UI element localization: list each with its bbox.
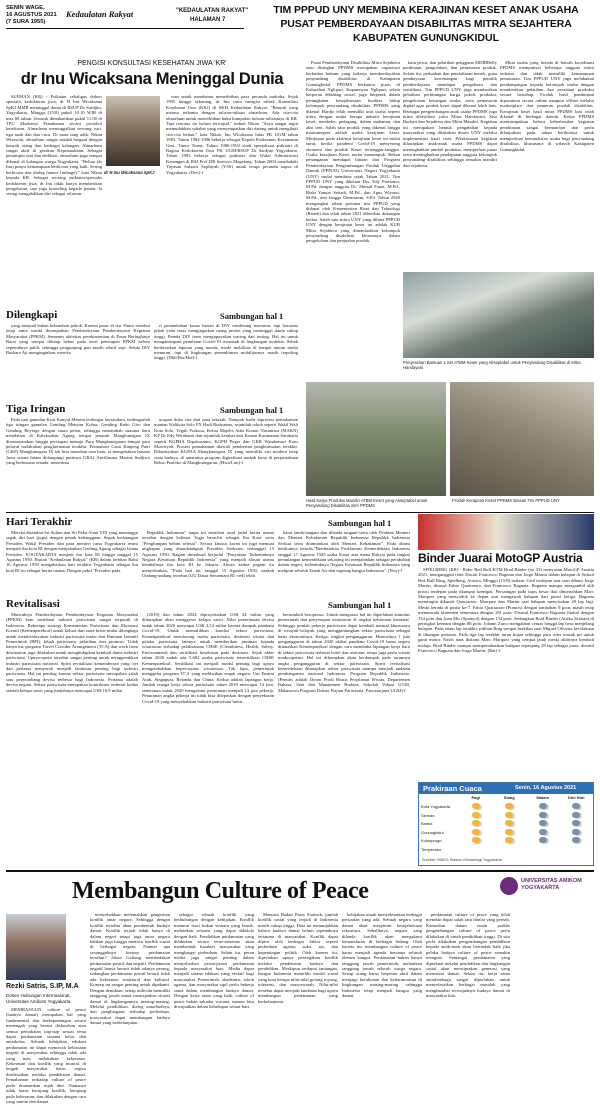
top-article-col-3 bbox=[500, 60, 594, 260]
obituary-col-2 bbox=[166, 94, 298, 298]
bottom-col-3 bbox=[174, 912, 254, 1047]
obituary-photo bbox=[106, 96, 160, 166]
dilengkapi-text-2: ri penambahan kasus harian di DIY cenderung menurun, tapi bersama pihak yaitu terus mengingatkan ruang pesien yang meninggal dunia cukup tinggi. Pemda DIY terus mengupayakan tracing dan testing. Hal itu untuk mengantisipasi penularan Covid-19 termasuk di lingkungan terdekat. Sebab berdasarkan laporan yang masuk, mode mobilitas di tempat umum mulai menurun, tapi di lingkungan permukiman mobilitasnya masih terpoling tinggi. (Dhil/Ria/Hra)-f bbox=[154, 323, 298, 361]
moon-cloud-icon bbox=[572, 803, 580, 809]
weather-region-label: Kulonprogo bbox=[421, 838, 442, 843]
sun-cloud-icon bbox=[472, 820, 480, 826]
sun-cloud-icon bbox=[505, 803, 513, 809]
caption-left: Hasil Karya Produksi Mandiri ATBM Keset yang Akseptabel untuk Penyandang Disabilitas oleh PPDMS bbox=[306, 498, 428, 508]
tiga-iringan-col-1 bbox=[6, 417, 150, 509]
bottom-col-4 bbox=[258, 912, 338, 1047]
revitalisasi-text-3: bertumbuh beroperasi. Untuk mengatasi hal ini diperlukan stimulus pemerintah dan penyerapan wisatawan di tingkat kebiasaan kemenaf. Sehingga jumlah pekerja pariwisata dapat kembali normal khususnya di wilayah-wilayah yang menggantungkan sektor pariwisata sebagai basis ekonominya. Ketiga, tingkat pengangguran. Munculnya 1 juta pengangguran di tahun 2020 akibat pandemi Covid-19 harus segera ditanaskan Kemenparekraf dengan cara membuka lapangan kerja baru di sektor pariwisata terbesar hotel dan restoran, tetapi juga perlu wisata nonkooperasi. Hal ini diharapkan akan berdampak pada turunnya angka pengangguran di sektor pariwisata. Spirit revitalisasi kemerdekaan diharapkan sektor pariwisata mampu menjadi andalan pembangunan nasional Indonesia. Program Republik Indonesia. (Penulis adalah Dosen Prodi Bisnis Perjalanan Wisata, Departemen Bahasa, Seni dan Manajemen Budaya, Sekolah Vokasi UGM, Mahasiswa Program Doktor Kajian Pariwisata, Pascasarjana UGM)-f bbox=[278, 612, 410, 693]
tiga-iringan-text-2: ucapan duka cita dari para takziah. Nampak hadir diprosesi pemakaman mantan Walikota Solo FX Hadi Rudyatmo, sejumlah tokoh seperti Wakil Wali Kota Solo, Teguh Prakosa, Ketua Majelis Adat Kraton Nusantara (MAKN) KP Dr Edy Wirabumi dan sejumlah kerabat dari Kraton Kasunanan Surakarta seperti KGPHA Dipokusumo, KGPH Puger dan GKR Wandansari Koes Moertiyah. Prosesi pemakaman diawali pemberian penghormatan terakhir. Dibudayakan KGPAA Mangkunegara IX yang memiliki visi modern tetap cinta budaya, di antaranya program digitalisasi naskah kuno di perpustakaan Rekso Pustoko di Mangkunegaran. (Hwa/Lim)-f bbox=[154, 417, 298, 466]
hari-terakhir-text-3: kami tanda-tangani dan dilanda tangani-serta oleh Perdana Menteri dan Menteri Kehakiman Republik Indonesia Republik Indonesia Serikat serta diumumkan oleh Menteri Kehakiman". Pada alinea berikutnya tertulis,"Berdasarkan Proklamasi Kemerdekaan Indonesia tanggal 17 Agustus 1945 maka Kami atas nama Rakyat pada tingkat pemulangan kemerdekaan sekarang ini menjalankan sebagai perubahan dalam negeri, terbentuknya Negara Kesatuan Republik Indonesia yang meliputi seluruh Tanah Air dan segenap bangsa Indonesia". (Noy)-f bbox=[278, 530, 410, 573]
bottom-text-6: perdamaian culture of peace yang telah menelan dapat salah satu dinilai yang pernah. Kemudian dalam ranah praktis pengembangan culture of peace perlu dilakukan di ranah pendidikan tinggi. Di sini perlu dilakukan pengembangan pendidikan kepada anak-anak akan bertindak baik jika pelaku budaya culture of peace semakin menguat. Semangat perdamaian yang diperkuat melalui pendidikan dan lingkungan sosial akan menciptakan generasi yang mencintai damai. Selain itu, kerja sama antarlembaga sangat diperlukan untuk menyelesaikan berbagai masalah yang menghambat terwujudnya budaya damai di masyarakat kita. bbox=[426, 912, 510, 999]
top-article-col-1 bbox=[306, 60, 400, 376]
dilengkapi-sambungan: Sambungan hal 1 bbox=[220, 311, 284, 321]
section-divider-2 bbox=[6, 870, 594, 872]
tiga-iringan-sambungan: Sambungan hal 1 bbox=[220, 405, 284, 415]
weather-grid bbox=[419, 795, 593, 857]
weather-region-label: Kota Yogyakarta bbox=[421, 804, 451, 809]
bottom-text-4: Menurut Badan Pusat Statistik, jumlah konflik sosial yang terjadi di Indonesia masih cukup tinggi. Data ini menunjukkan bahwa budaya damai belum sepenuhnya tertanam di masyarakat. Konflik dapat dipicu oleh berbagai faktor seperti perbedaan agama, suku, ras, dan kepentingan politik. Oleh karena itu, diperlukan upaya pencegahan konflik melalui pendekatan budaya dan pendidikan. Meskipun terdapat tantangan, bangsa Indonesia memiliki modal sosial yang kuat berupa nilai-nilai gotong royong, toleransi, dan musyawarah. Nilai-nilai tersebut dapat menjadi landasan bagi upaya membangun perdamaian yang berkelanjutan. bbox=[258, 912, 338, 1004]
weather-region-label: Bantul bbox=[421, 821, 433, 826]
sun-cloud-icon bbox=[505, 829, 513, 835]
moon-cloud-icon bbox=[572, 837, 580, 843]
photo-main bbox=[403, 272, 594, 358]
page-number: HALAMAN 7 bbox=[190, 17, 226, 23]
revitalisasi-text-1: Munculnya Pemberdayaan Pemberdayaan Kegiatan Masyarakat (PPKM) kian membuat industri pariwisata sangat terpuruk di Indonesia. Beberapa strategi Kementerian Pariwisata dan Ekonomi Kreatif (Kemenparekraf) untuk keluar dari zona krisis mulai dilengkapi untuk memberdayakan industri pariwisata mulai dari Bantuan Insentif Pemerintah (BPI), hibah pariwisata, pelatihan dan promosi. Tidak hanya itu, program Travel Corridor Arrangement (TCA) dan work from destination juga dilakukan untuk menghidupkan kembali dunia industri pariwisata. Upaya-upaya tersebut sangat penting untuk menggerakkan industri pariwisata nasional. Spirit revitalisasi kemenderaan yang ciet dan pertama menyerah menjadi landasan penting bagi industri pariwisata. Hal ini penting karena sektor pariwisata merupakan salah satu penyumbang devisa terbesar bagi Indonesia. Pertama adalah devisa negara. Sektor pariwisata merupakan kontributor terbesar kedua setelah kelapa sawit yang jumlahnya mencapai US$ 16,9 miliar bbox=[6, 612, 138, 693]
dilengkapi-col-1 bbox=[6, 323, 150, 389]
caption-right: Produk Kerajinan Keset PPDMS Binaan Tim PPPUD UNY bbox=[452, 498, 560, 503]
motogp-photo bbox=[418, 514, 594, 550]
hari-terakhir-text-2: Republik Indonesia" tanpa ini mendeni awal judul berita utama tersebut dengan kalimat 'Jogja berachir sebagai Ibu Kota' serta "Penglumpan belum selesai". Secara khusus koran ini juga memuat ungkapan yang ditandatangani Presiden Soekarno tertanggal 15 Agustus 1950. Ragam dimaksud berjudul "Penyataan Terbentuknya Negara Kesatuan Republik Indonesia" yang menjadi alasan utama kembalinya ibu kota RI ke Jakarta. Alinea kedua pagam itu menyebutkan, "Pada hari ini, tanggal 15 Agustus 1950, naskah Undang-undang tersebut (UU Dasar Sementara RI -red) telah bbox=[142, 530, 274, 579]
top-article-text-1: Pusat Pemberdayaan Disabilitas Mitra Sejahtera atau disingkat PPDMS merupakan organisasi berbadan hukum yang bekerja memberdayakan penyandang disabilitas di Kabupaten Gunungkidul. PPDMS berkantor pusat di Kalurahan Ngliparr, Kapanewon Ngliparr, selain berperan dibidang sosial, juga bergerak dalam peningkatan kesejahteraan kualitas hidup kelompok penyandang disabilitas. PPDMS yang dikenal Hardjo telah memiliki unit usaha seperti mitra dengan usaha berupa industri kerajinan keset, menbeke, pedagang, dalam makanan, dan aksi seni. Salah satu produk yang dikenal hingga mancanegara adalah usaha kerajinan keset. Meskipun pada aktifnya kerajinan keset ini mulai surut, kerika pandemi Covid-19 menyerang ekonomi dan produk Keset tertanggur-tanggur. Usaha kerajinan Keset mulai menumpuk. Rekan penanganan mendapat binaan dari Program Pemberdayaan Pengembangan Produk Unggulan Daerah (PPPUD) Universitas Negeri Yogyakarta (UNY) mulai membina sejak Tahun 2021. Tim PPPUD UNY yang diketuai Drs. Edy Purnomo, M.Pd. dengan anggota Dr. Ahmad Fauzi, M.Pd., Rizki Yanuar Setiadi, M.Pd., dan Agus Wiyono, M.Pd., dan Jangga Dermawan, S.Pd. Tahun 2020 mengangkat tahun pertama tim PPPUD yang didanai oleh Kementerian Riset dan Teknologi (Ristek) dan telah tahun 2021 diberikan dukungan kedua. Salah satu mitra UNY yang dibina PPPUD UNY dengan kerajinan keset ini adalah KUB Mitra Sejahtera yang dimanfaatkan kelompok penyandang disabilitas khususnya dalam pengelolaan dan penjualan produk. bbox=[306, 60, 400, 244]
obituary-photo-caption: dr H Inu Wicaksana SpKJ bbox=[104, 170, 155, 175]
sun-cloud-icon bbox=[505, 820, 513, 826]
sun-cloud-icon bbox=[505, 812, 513, 818]
obituary-kicker: PENGISI KONSULTASI KESEHATAN JIWA 'KR' bbox=[77, 60, 227, 67]
sun-cloud-icon bbox=[472, 837, 480, 843]
revitalisasi-text-2: (2019) dan tahun 2024 diproyeksikan US$ 24 miliar yang diharapkan akan menggeser kelapa sawit. Nilai penerimaan devisa untuk tahun 2020 mencapai US$ 3,54 miliar karena dampak pandemi Covid-19. Untuk memulihkan kondisi sektor pariwisata, Kemenparekraf mendorong usaha pariwisata, destinasi wisata dan pelaku pariwisata lainnya untuk memberikan jaminan kepada wisatawan terhadap pelaksanaan CHSE (Cleanliness, Health, Safety, Environment) dan sertifikasi kesehatan pada destinasi. Sejak akhir tahun 2020 sudah ada 5.682 usaha pariwisata tersertifikasi CHSE Kemenparekraf. Sertifikasi ini menjadi modal penting bagi upaya mengembalikan kepercayaan wisatawan. Tak lupa, pemerintah menggelar program TCA yang melibatkan empat negara: Uni Emirat Arab, Singapura, Belanda dan China. Kedua adalah lapangan kerja. Jumlah tenaga kerja sektor pariwisata tahun 2019 mencapai 14 juta, sementara untuk 2020 mengalami penurunan menjadi 13 juta pekerja. Penurunan angka pekerja ini tidak bisa dilepaskan dengan penyebaran Covid-19 yang menyebabkan industri pariwisata harus bbox=[142, 612, 274, 704]
bottom-text-2: menyebabkan melemahkan pengertian konflik antar negara. Sehingga dengan konflik tersebut akan pembentuk budaya damai. Konflik terjadi tidak hanya di dalam negeri tetapi juga antar negara bahkan juga hingga memicu konflik sosial di berbagai negara. Namun apa sesungguhnya konsep perdamaian tersebut? Johan Galtung membedakan perdamaian positif dan negatif. Perdamaian negatif hanya berarti tidak adanya perang, sedangkan perdamaian positif berarti tidak ada kekerasan struktural dan kultural. Konsep ini sangat penting untuk dipahami. Dengan demikian, setiap individu memiliki tanggung jawab untuk menciptakan situasi damai di lingkungannya masing-masing. Melalui pendidikan, dialog antarbudaya, dan penghargaan terhadap perbedaan, masyarakat dapat membangun budaya damai yang berkelanjutan. bbox=[90, 912, 170, 1026]
top-article-text-3: Mitra usaha yang berada di bawah koordinasi PPDMS mempunyai beberapa anggota mitra terbatas dan tidak memiliki kemampuan pemasaran. Tim PPPUD UNY juga melakukan pendampingan kepada kelompok usaha dengan memberikan pelatihan dan peralatan produksi secara bertahap. Produk hasil pembinaan dipasarkan secara online maupun offline melalui marketplace dan pameran produk disabilitas. Kerajinan keset hasil mitra PPDMS kini telah dikenal di berbagai daerah. Ketua PPDMS menyampaikan bahwa keberhasilan kegiatan pembinaan sangat bermanfaat dan perlu dilanjutkan pada tahun berikutnya untuk memperkuat kemandirian usaha bagi penyandang disabilitas, khususnya di wilayah Kabupaten Gunungkidul. bbox=[500, 60, 594, 152]
university-name: UNIVERSITAS AMIKOM YOGYAKARTA bbox=[521, 878, 582, 891]
paper-name: "KEDAULATAN RAKYAT" bbox=[176, 8, 249, 14]
motogp-text: SPIELBERG (KR) - Rider Red Bull KTM Brad Binder (no 33) menyusun MotoGP Austria 2021, mengungguli rider Ducati Francesco Bagnaia dan Jorge Martin dalam balapan di Sirkuit Red Bull Ring, Spielberg, Austria, Minggu (15/8) malam. Grid terdepan saat start dihuni Jorge Martin, disusul Fabio Quartararo, dan Francesco Bagnaia. Bagnaia mampu mengambil alih posisi terdepan pada tikungan keempat. Persaingan pada lapis besar ikut dimeriahkan Marc Marquez yang menyodok ke depan usai mengawali balapan dari posisi ketiga. Bagnaia memimpin dikuntit Quartararo, Marquez dan Martin saat balapan menyisakan 20 lap lagi. Meski berada di posisi ke-7, Fabio Quartararo (Prancis) dengan tambahan 9 poin, masih tetap memuncaki klasemen sementara dengan 181 poin. Disusul Francesco Bagnaia (Italia) dengan 134 poin dan Joan Mir (Spanyol) dengan 134 poin. Sedangkan Brad Binder (Afrika Selatan) di peringkat keenam dengan 88 poin. Johann Zarco mengalami cemas hingga lap besa menjelang balapan. Pada enam lap terakhir, pilihan Brag sempat berkibar usai Miguel Oliveira kecelakaan di tikungan pertama. Pada tiga lap terakhir turun hujan sehingga para rider masuk pit untuk ganti motor. Nasib naas dialami Marc Marquez yang sempat jatuh meski akhirnya kembali melaju. Brad Binder mampu mempertahankan balapan sepanjang 28 lap sebagai juara, disusul Francesco Bagnaia dan Jorge Martin. (Rar)-f bbox=[418, 567, 594, 654]
bottom-col-5 bbox=[342, 912, 422, 1047]
moon-cloud-icon bbox=[539, 837, 547, 843]
tiga-iringan-col-2 bbox=[154, 417, 298, 509]
moon-cloud-icon bbox=[572, 820, 580, 826]
hari-terakhir-title: Hari Terakhir bbox=[6, 516, 73, 528]
dilengkapi-text-1: yang menjual bahan kebutuhan pokok. Karena pasar di sisi Timur tersebut tetap rama moskl ditempatkan Pemberdayaan Pemberdayaan Kegiatan Masyarakat (PPKM). Semenes aktivitas perekonomian di Pasar Beringharjo Barat yang sempat ditutup bebas pada awal penerapan PPKM belum sepenuhnya pulih, sehingga pengunjung pun masih relatif sepi. Sekda DIY Baskara Aji menginginkan, mereka bbox=[6, 323, 150, 356]
hari-terakhir-sambungan: Sambungan hal 1 bbox=[328, 518, 392, 528]
moon-cloud-icon bbox=[539, 820, 547, 826]
sun-cloud-icon bbox=[472, 803, 480, 809]
hari-terakhir-col-3 bbox=[278, 530, 410, 594]
moon-cloud-icon bbox=[539, 803, 547, 809]
top-article-col-2 bbox=[403, 60, 497, 270]
bottom-col-6 bbox=[426, 912, 510, 1047]
sun-cloud-icon bbox=[472, 829, 480, 835]
hari-terakhir-col-2 bbox=[142, 530, 274, 594]
sun-cloud-icon bbox=[472, 812, 480, 818]
author-name: Rezki Satris, S.IP, M.A bbox=[6, 983, 79, 990]
tiga-iringan-text-1: Pada saat gamelan Kyai Kanyut Mesem terdengar bersaudara, terdengarlah tiga iringan gamelan Gending Menyan Kobar, Gending Kebo Giro dan Gending Reyerge dengan suara pelan, sehingga menambah suasana haru mendalam di Kaleksahan Agung tempat jenazah Mangkunegara IX disemayamkan hingga persiapan menuju Pura Mangkunegaran tempat para pelayat melakukan penghormatan terakhir. Permaisuri Gusti Kanjeng Putri (GKP) Mangkunegara IX tak bisa menahan rasa haru, ia mengenakan busana Jawa warna hitam didampingi putrinya GRAJ Ancillasura Marina Sudjiwo yang berbusana senada, menerima bbox=[6, 417, 150, 466]
bottom-text-5: kebijakan untuk menyelesaikan berbagai persoalan yang ada. Sebuah negara yang damai akan menjamin kesejahteraan rakyatnya. Sebaliknya, negara yang dilanda konflik akan mengalami kemunduran di berbagai bidang. Oleh karena itu, membangun culture of peace harus menjadi agenda bersama seluruh elemen bangsa. Perdamaian bukan hanya tanggung jawab pemerintah, melainkan tanggung jawab seluruh warga negara. Setiap orang harus berperan aktif dalam menjaga kerukunan dan keharmonisan di lingkungan masing-masing sehingga Indonesia tetap menjadi bangsa yang damai. bbox=[342, 912, 422, 999]
section-divider-1 bbox=[6, 512, 594, 513]
bottom-headline: Membangun Culture of Peace bbox=[72, 878, 369, 904]
obituary-headline: dr Inu Wicaksana Meninggal Dunia bbox=[20, 70, 284, 88]
top-headline-3: KABUPATEN GUNUNGKIDUL bbox=[352, 32, 500, 44]
weather-time-header: Pagi bbox=[471, 795, 480, 800]
weather-box bbox=[418, 782, 594, 866]
date-line-1: SENIN WAGE, bbox=[6, 5, 45, 11]
tiga-iringan-title: Tiga Iringan bbox=[6, 403, 66, 415]
bottom-text-1: MEMBANGUN culture of peace (budaya damai) merupakan hal yang fundamental dan berkepentingan secara menengah yang berani diskusikan atau semua pemakaian tiap-tiap sesuai tema dapat perdamaian sesama kelas dan antarkelas. Sebuah kebijakan edukasi perdamaian ini dapat memecah kebiasaan negatif di masyarakat sehingga tidak ada yang mau melakukan kekerasan. Kekerasan dan konflik yang muncul di tengah masyarakat harus segera diselesaikan melalui pendekatan damai. Pemahaman terhadap culture of peace perlu ditanamkan sejak dini. Namanya tidak harus berujung konflik, berujung pada kekerasan, dan dilakukan dengan cara yang santun dan damai. bbox=[6, 1007, 86, 1104]
weather-time-header: Dini Hari bbox=[568, 795, 585, 800]
weather-date: Senin, 16 Agustus 2021 bbox=[515, 785, 577, 791]
photo-left bbox=[306, 382, 446, 496]
revitalisasi-sambungan: Sambungan hal 1 bbox=[328, 600, 392, 610]
motogp-col bbox=[418, 567, 594, 779]
hari-terakhir-col-1 bbox=[6, 530, 138, 594]
obituary-col-1 bbox=[6, 94, 102, 298]
weather-region-label: Sleman bbox=[421, 812, 435, 818]
date-line-3: (7 SURA 1955) bbox=[6, 19, 46, 25]
author-role: Dosen Hubungan Internasional, Universitas Amikom Yogyakarta bbox=[6, 993, 71, 1004]
top-article-text-2: kain perca, dan pelatihan pengguna SIDIRBelly perdesaan, pengolahan, dan pemasaran produk. Selain itu, perbaikan dan pendaftaran merek, guna pembayaran kewenangan bagi pemilik pemberdayaan mendapat pengakuan dan sertifikasi. Tim PPPUD UNY juga memberikan pelatihan perhitungan harga pokok produksi, pengelolaan keuangan usaha, serta pemasaran digital agar produk keset dapat dikenal lebih luas. Berbagai pengembangan anak usaha PPDMS juga mitra difasilitasi yaitu Mitra Handayani, Sisa Budaya dan Sejahtera dan Mitra Mandiri. Kegiatan ini merupakan bentuk pengabdian kepada masyarakat yang dilakukan dosen UNY melalui implementasi hasil riset. Pelaksanaan kegiatan diharapkan anak-anak usaha PPDMS dapat meningkatkan jumlah produksi, memperluas pasar serta meningkatkan pendapatan anggota kelompok penyandang disabilitas sehingga semakin mandiri dan sejahtera. bbox=[403, 60, 498, 168]
weather-region-label: Gunungkidul bbox=[421, 829, 444, 835]
author-photo bbox=[6, 914, 66, 980]
date-line-2: 16 AGUSTUS 2021 bbox=[6, 12, 57, 18]
bottom-text-3: sebagai sebuah konflik yang berhubungan dengan kebijakan. Konflik menurut teori bukan sesuatu yang buruk, melainkan sesuatu yang dapat dikelola dengan baik. Pendidikan perdamaian yang dilakukan secara terus-menerus akan membentuk karakter masyarakat yang menghargai perbedaan. Selain itu, peran media juga sangat penting dalam menyebarkan pesan-pesan perdamaian kepada masyarakat luas. Media dapat menjadi sarana edukasi yang efektif bagi masyarakat. Pemerintah, akademisi, tokoh agama, dan masyarakat sipil perlu bekerja sama dalam membangun budaya damai. Dengan kerja sama yang baik, culture of peace bukan sekadar wacana, namun bisa diwujudkan dalam kehidupan sehari-hari. bbox=[174, 912, 254, 1009]
top-headline-1: TIM PPPUD UNY MEMBINA KERAJINAN KESET ANAK USAHA bbox=[273, 4, 579, 16]
dilengkapi-col-2 bbox=[154, 323, 298, 389]
bottom-col-1 bbox=[6, 1007, 86, 1104]
amikom-logo bbox=[500, 877, 518, 895]
moon-cloud-icon bbox=[572, 829, 580, 835]
bottom-col-2 bbox=[90, 912, 170, 1047]
sun-cloud-icon bbox=[505, 837, 513, 843]
weather-time-header: Malam bbox=[536, 795, 549, 800]
dilengkapi-title: Dilengkapi bbox=[6, 309, 58, 321]
weather-time-header: Siang bbox=[503, 795, 515, 800]
photo-right bbox=[450, 382, 594, 496]
motogp-headline: Binder Juarai MotoGP Austria bbox=[418, 551, 583, 565]
moon-cloud-icon bbox=[572, 812, 580, 818]
obituary-text-2: wan untuk membantu menerbitkan pasa pecandu narkoba. Sejak 1995 hingga sekarang, dr Inu rutin mengisi rubrik Konsultasi Kesehatan Jiwa (KKJ) di SKH Kedaulatan Rakyat. "Banyak yang merasa terbantu dengan tulisan-tulisan almarhum. Ada cita-cita almarhum untuk menerbitkan buku kumpulan tulisan-tulisannya di KR. Tapi rencana itu belum terwujud," imbuh Nikan. "Saya sangat ingin memudahkan sahabat yang menyempatkan diri datang untuk mengikuti cita-cita beliau," kata Nikan. Inu Wicaksana lulus FK UGM tahun 1983. Tahun 1984-1986 bekerja sebagai Kepala Puskesmas Kecamatan Gesi, Timor Timur. Tahun 1986-1992 studi spesialisasi psikiatri di Bagian Kedokteran Jiwa FK UGM/RSUP Dr Sardjito Yogyakarta. Tahun 1993 bekerja sebagai psikiater dan Wakil Administrasi Keuangan di RSJ Prof DR Soeroyo Magelang. Tahun 2004 menduduki Yayasan Sulastri Sophiyah (YSS) untuk terapi pecandu napza di Yogyakarta. (Dev)-f bbox=[166, 94, 298, 175]
moon-cloud-icon bbox=[539, 829, 547, 835]
weather-title: Prakiraan Cuaca bbox=[423, 784, 482, 793]
masthead-rule bbox=[6, 28, 244, 29]
revitalisasi-col-3 bbox=[278, 612, 410, 820]
weather-source: Sumber: BMKG Stasiun Klimatologi Yogyakarta bbox=[422, 858, 502, 862]
revitalisasi-col-2 bbox=[142, 612, 274, 820]
moon-cloud-icon bbox=[539, 812, 547, 818]
obituary-text-1: SLEMAN (KR) - Psikiater sekaligus dokter spesialis kedokteran jiwa, dr H Inu Wicaksana SpKJ MMR meninggal dunia di RSUP Dr Sardjito, Yogyakarta, Minggu (15/8) pukul 10.10 WIB di usia 68 tahun. Jenazah dimakamkan pukul 11.00 di TPU Madurejo Prambanan secara protokol kesehatan. Almarhum meninggalkan seorang istri, tiga anak dan dua cucu. Di mata sang adik, Nikan Wisawati, almarhum sangat mudah bergaul dengan banyak orang dari berbagai kalangan. Almarhum sangat aktif di gerakan Kepramukaan. Sebagai pemimpin saat dan dedikasi, almarhum juga sempat dikenal di kalangan warga Yogyakarta. "Beliau (dr Inu) punya kemampuan berbicara yang baik. Sering berbicara dan dialog humor (inthage)," kata Nikan kepada KR. Sebagai seorang psikiater/spesialis kedokteran jiwa, dr Inu tidak hanya memberikan pengobatan, tapi juga konseling kepada pasien. Ia sering mengabdikan diri sebagai relawan. bbox=[6, 94, 102, 197]
revitalisasi-title: Revitalisasi bbox=[6, 598, 60, 610]
top-headline-2: PUSAT PEMBERDAYAAN DISABILITAS MITRA SEJAHTERA bbox=[280, 18, 572, 30]
hari-terakhir-text-1: Mereka disambut Sri Sultan dan Sri Paku Alam VIII yang menunggu segak diri hari (juga) dengan penuh kebanggaan. Segak kedatangan Presiden, Wakil Presiden dan para menteri turut Yogyakarta resmi menjadi ibu kota RI dengan menjalankan Gedung Agung sebagai Istana Presiden. YOGYAKARTA menjadi ibu kota RI hingga tanggal 15 Agustus 1950. Harian "Kedaulatan Rakyat" (KR) dalam terbitan Rabu 16 Agustus 1950 mengabarkan hari terakhir Yogyakarta sebagai ibu kota RI itu sebagai berita utama. Dengan judul "Presiden pada bbox=[6, 530, 138, 573]
caption-main: Penyerahan Bantuan 1 Set ATBM Keset yang Akseptabel untuk Penyandang Disabilitas di Mitra Handayani bbox=[403, 360, 581, 370]
masthead-logo: Kedaulatan Rakyat bbox=[66, 9, 134, 19]
weather-region-label: Temperatur bbox=[421, 846, 442, 852]
revitalisasi-col-1 bbox=[6, 612, 138, 820]
